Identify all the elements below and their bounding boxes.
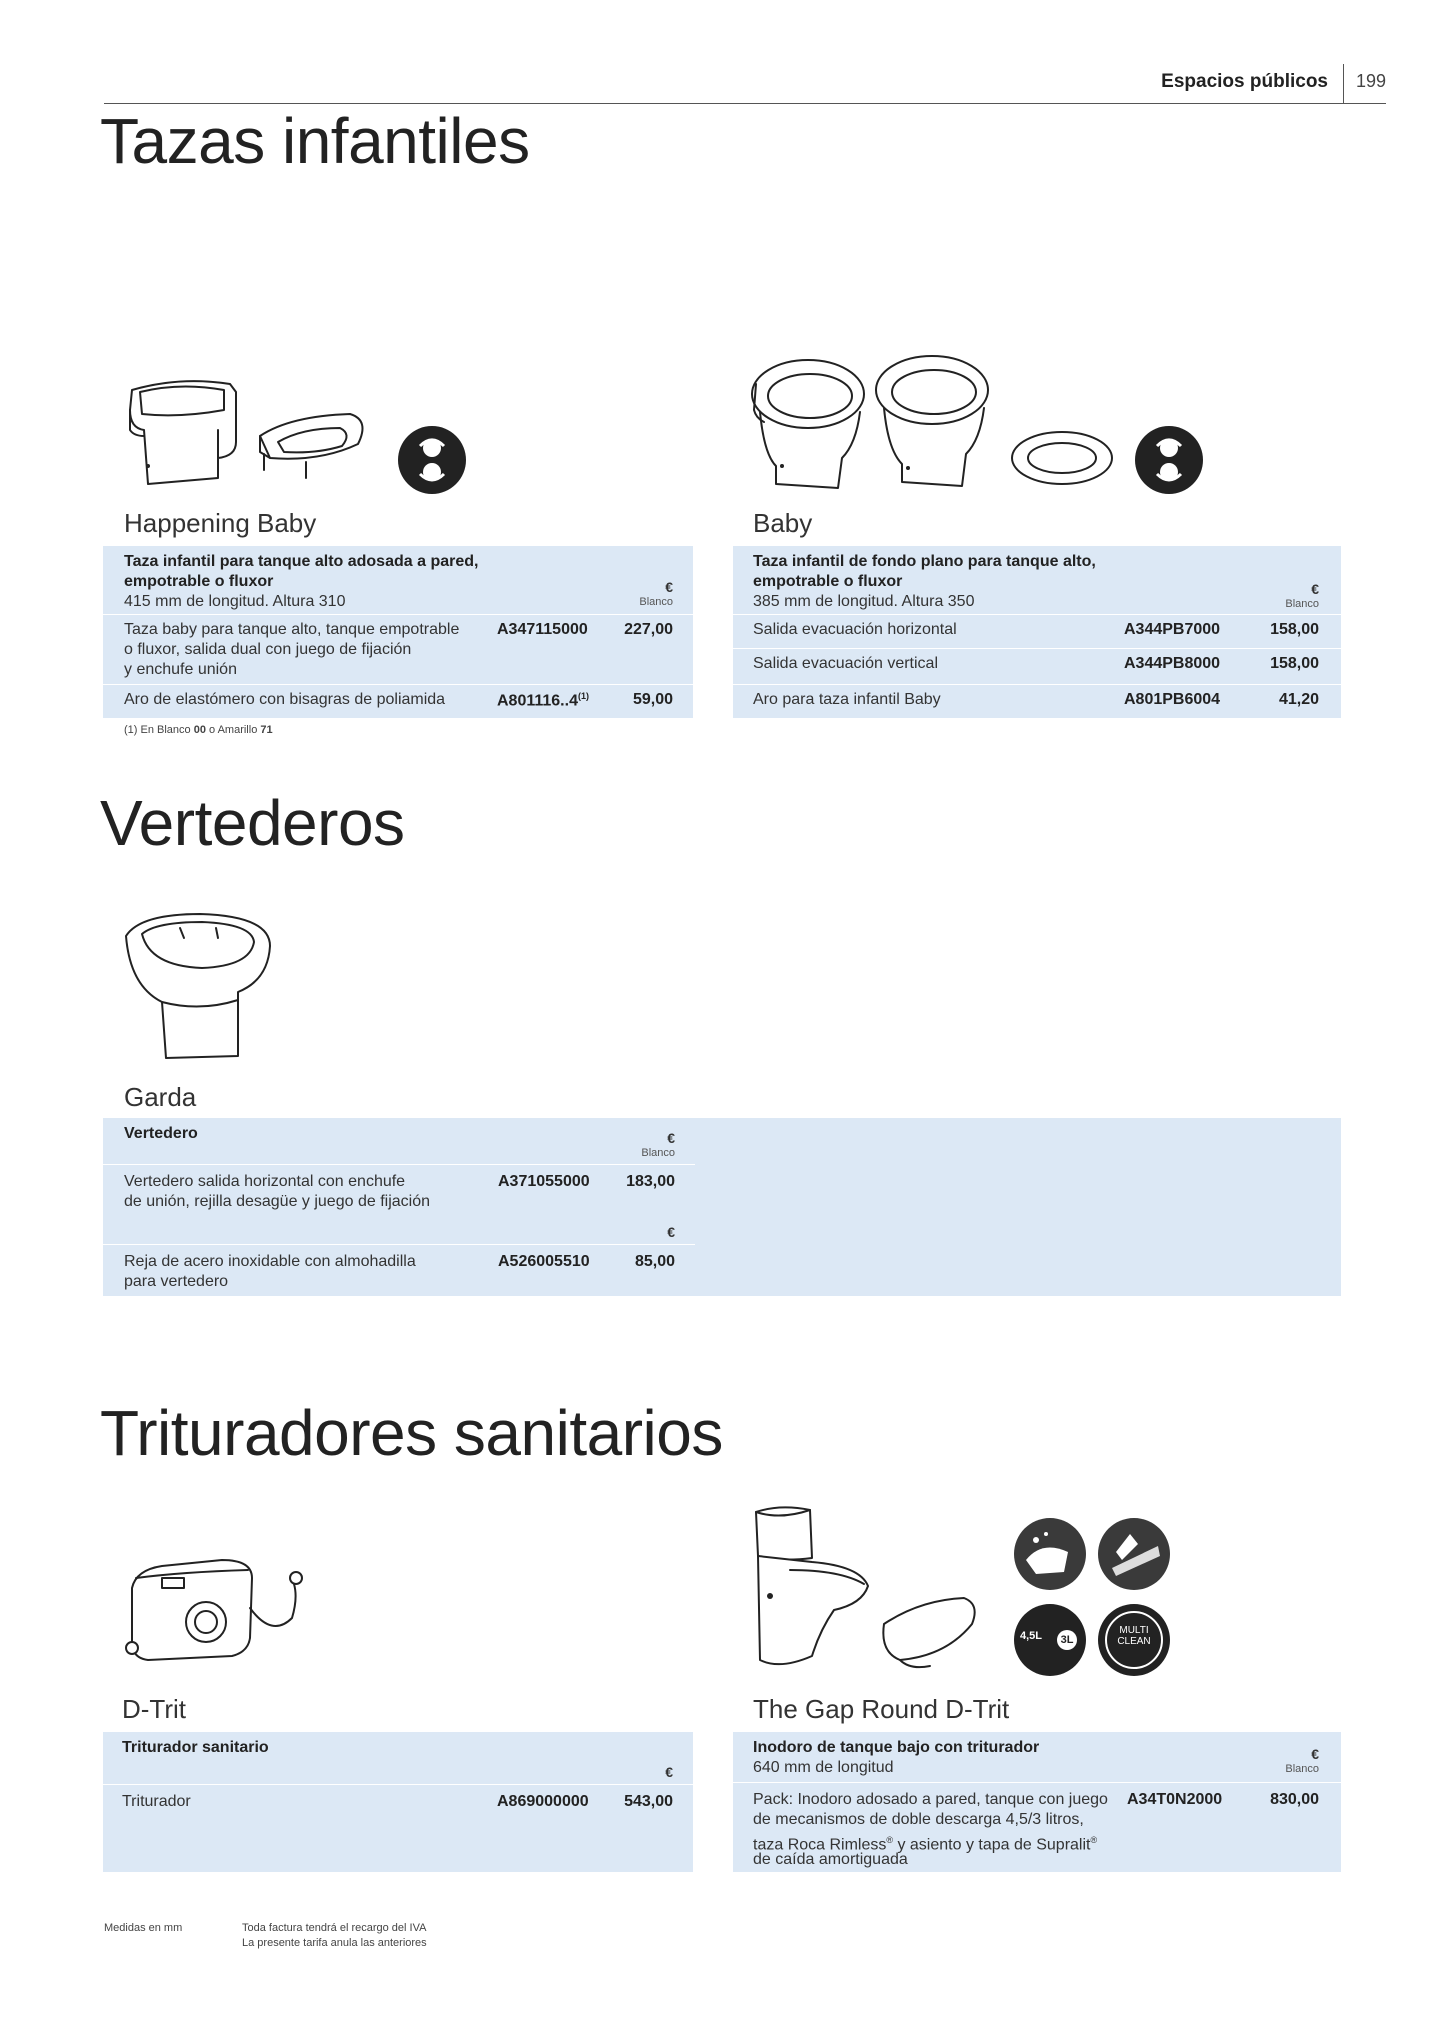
row-ref: A34T0N2000 xyxy=(1127,1791,1223,1808)
section-title-tazas: Tazas infantiles xyxy=(100,105,530,177)
row-price: 158,00 xyxy=(1270,655,1319,672)
row-desc: de mecanismos de doble descarga 4,5/3 litros, xyxy=(753,1811,1084,1828)
row-desc: Reja de acero inoxidable con almohadilla xyxy=(124,1253,416,1270)
table-subheading: 385 mm de longitud. Altura 350 xyxy=(753,593,975,610)
row-divider xyxy=(733,684,1341,685)
row-desc: Aro de elastómero con bisagras de poliamida xyxy=(124,691,446,708)
row-desc: para vertedero xyxy=(124,1273,229,1290)
row-divider xyxy=(733,614,1341,615)
section-title-trituradores: Trituradores sanitarios xyxy=(100,1397,723,1469)
row-ref: A869000000 xyxy=(497,1793,589,1810)
price-table-happening-baby xyxy=(103,546,693,718)
flush-big-label: 4,5L xyxy=(1020,1630,1043,1642)
row-ref: A526005510 xyxy=(498,1253,590,1270)
currency-label: € xyxy=(667,1224,675,1240)
price-table-gap-round xyxy=(733,1732,1341,1872)
row-ref: A347115000 xyxy=(497,621,588,638)
row-divider xyxy=(733,1782,1341,1783)
row-desc: de unión, rejilla desagüe y juego de fijación xyxy=(124,1193,430,1210)
product-name-gap-round: The Gap Round D-Trit xyxy=(753,1694,1010,1724)
product-name-garda: Garda xyxy=(124,1082,197,1112)
row-divider xyxy=(103,1784,693,1785)
row-desc: Aro para taza infantil Baby xyxy=(753,691,941,708)
dtrit-illustration xyxy=(122,1548,312,1678)
footer-measures: Medidas en mm xyxy=(104,1922,183,1934)
row-desc: taza Roca Rimless® y asiento y tapa de Supralit® xyxy=(753,1835,1098,1854)
row-divider xyxy=(733,648,1341,649)
row-price: 85,00 xyxy=(634,1253,675,1270)
row-desc: Taza baby para tanque alto, tanque empotrable xyxy=(124,621,460,638)
kids-icon xyxy=(396,424,468,496)
footnote: (1) En Blanco 00 o Amarillo 71 xyxy=(124,724,273,736)
row-ref: A801116..4$^{(1)}$ xyxy=(497,691,589,710)
row-divider xyxy=(103,1244,695,1245)
row-divider xyxy=(103,614,693,615)
product-name-baby: Baby xyxy=(753,508,813,538)
table-heading: Inodoro de tanque bajo con triturador xyxy=(753,1739,1040,1756)
table-heading-line1: Taza infantil de fondo plano para tanque alto, xyxy=(753,553,1096,570)
row-ref: A344PB8000 xyxy=(1124,655,1221,672)
currency-label: € xyxy=(665,1764,673,1780)
row-desc: Salida evacuación vertical xyxy=(753,655,938,672)
footer-note-1: Toda factura tendrá el recargo del IVA xyxy=(242,1922,427,1934)
currency-label: € xyxy=(665,579,673,595)
color-label: Blanco xyxy=(1285,598,1319,610)
row-desc: Vertedero salida horizontal con enchufe xyxy=(124,1173,406,1190)
gap-round-illustration xyxy=(750,1500,980,1680)
garda-illustration xyxy=(120,906,280,1070)
table-heading-line2: empotrable o fluxor xyxy=(753,573,903,590)
row-desc: y enchufe unión xyxy=(124,661,237,678)
row-desc: o fluxor, salida dual con juego de fijación xyxy=(124,641,412,658)
product-name-happening-baby: Happening Baby xyxy=(124,508,317,538)
currency-label: € xyxy=(1311,581,1319,597)
currency-label: € xyxy=(667,1130,675,1146)
baby-illustration xyxy=(746,354,1116,500)
row-price: 59,00 xyxy=(632,691,673,708)
kids-icon xyxy=(1133,424,1205,496)
row-ref: A344PB7000 xyxy=(1124,621,1221,638)
currency-label: € xyxy=(1311,1746,1319,1762)
gap-feature-icons xyxy=(1012,1516,1182,1682)
row-divider xyxy=(103,684,693,685)
row-divider xyxy=(103,1164,695,1165)
row-price: 183,00 xyxy=(626,1173,675,1190)
header-section-title: Espacios públicos xyxy=(1161,71,1328,92)
row-ref: A801PB6004 xyxy=(1124,691,1221,708)
table-heading: Vertedero xyxy=(124,1125,198,1142)
table-heading-line1: Taza infantil para tanque alto adosada a pared, xyxy=(124,553,479,570)
table-subheading: 415 mm de longitud. Altura 310 xyxy=(124,593,346,610)
row-desc: de caída amortiguada xyxy=(753,1851,908,1868)
price-table-baby xyxy=(733,546,1341,718)
row-desc: Salida evacuación horizontal xyxy=(753,621,957,638)
table-subheading: 640 mm de longitud xyxy=(753,1759,894,1776)
happening-baby-illustration xyxy=(120,370,380,500)
flush-small-label: 3L xyxy=(1057,1630,1077,1650)
section-title-vertederos: Vertederos xyxy=(100,787,405,859)
price-table-dtrit xyxy=(103,1732,693,1872)
row-price: 830,00 xyxy=(1270,1791,1319,1808)
price-table-garda xyxy=(103,1118,1341,1296)
row-ref: A371055000 xyxy=(498,1173,590,1190)
product-name-dtrit: D-Trit xyxy=(122,1694,187,1724)
table-heading-line2: empotrable o fluxor xyxy=(124,573,274,590)
color-label: Blanco xyxy=(1285,1763,1319,1775)
table-heading: Triturador sanitario xyxy=(122,1739,269,1756)
row-price: 158,00 xyxy=(1270,621,1319,638)
row-price: 41,20 xyxy=(1278,691,1319,708)
page-number: 199 xyxy=(1356,71,1387,91)
row-desc: Pack: Inodoro adosado a pared, tanque con juego xyxy=(753,1791,1108,1808)
multiclean-label: MULTI CLEAN xyxy=(1117,1625,1151,1647)
color-label: Blanco xyxy=(641,1147,675,1159)
header-separator xyxy=(1343,64,1344,103)
color-label: Blanco xyxy=(639,596,673,608)
row-price: 543,00 xyxy=(624,1793,673,1810)
row-price: 227,00 xyxy=(624,621,673,638)
row-desc: Triturador xyxy=(122,1793,191,1810)
footer-note-2: La presente tarifa anula las anteriores xyxy=(242,1937,427,1949)
